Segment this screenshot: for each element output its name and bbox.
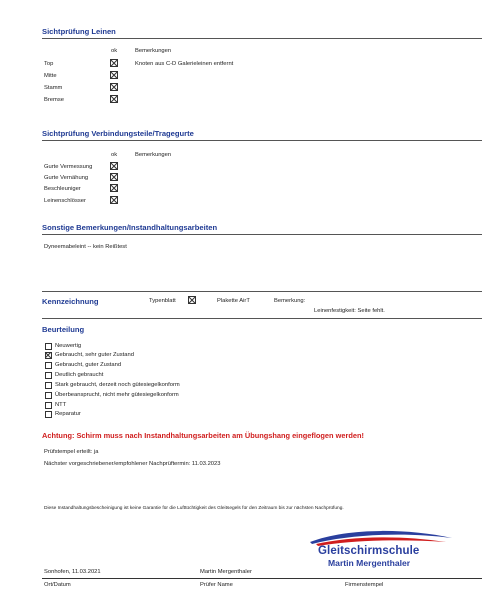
row-label-top: Top [44,61,54,67]
option-label-gebraucht-sehr-gut: Gebraucht, sehr guter Zustand [55,352,134,358]
logo-line2: Martin Mergenthaler [328,558,411,568]
checkbox-beschleuniger-ok[interactable] [110,184,118,192]
section-title-sonstige: Sonstige Bemerkungen/Instandhaltungsarbeiten [42,223,218,232]
checkbox-stamm-ok[interactable] [110,83,118,91]
section-divider [42,234,482,235]
checkbox-stark-gebraucht[interactable] [45,382,52,389]
section-divider [42,38,482,39]
row-label-leinenschloesser: Leinenschlösser [44,198,86,204]
ort-datum-value: Sonhofen, 11.03.2021 [44,569,101,575]
pruefer-name-value: Martin Mergenthaler [200,569,252,575]
checkbox-gebraucht-gut[interactable] [45,362,52,369]
checkbox-gurte-vermessung-ok[interactable] [110,162,118,170]
section-title-sichtpruefung-verbindung: Sichtprüfung Verbindungsteile/Tragegurte [42,129,194,138]
logo-line1: Gleitschirmschule [318,545,420,557]
warning-text: Achtung: Schirm muss nach Instandhaltungsarbeiten am Übungshang eingeflogen werden! [42,431,364,440]
checkbox-reparatur[interactable] [45,411,52,418]
bemerkung-label: Bemerkung: [274,298,306,304]
section-title-kennzeichnung: Kennzeichnung [42,297,99,306]
option-label-ntt: NTT [55,402,67,408]
checkbox-bremse-ok[interactable] [110,95,118,103]
column-header-bemerkungen: Bemerkungen [135,152,172,158]
row-label-bremse: Bremse [44,97,64,103]
checkbox-top-ok[interactable] [110,59,118,67]
option-label-neuwertig: Neuwertig [55,343,82,349]
checkbox-ntt[interactable] [45,402,52,409]
ort-datum-label: Ort/Datum [44,582,71,588]
pruefer-name-label: Prüfer Name [200,582,233,588]
column-header-bemerkungen: Bemerkungen [135,48,172,54]
row-label-gurte-vernaehung: Gurte Vernähung [44,175,89,181]
checkbox-mitte-ok[interactable] [110,71,118,79]
typenblatt-label: Typenblatt [149,298,176,304]
row-label-mitte: Mitte [44,73,57,79]
plakette-label: Plakette AirT [217,298,250,304]
firmenstempel-label: Firmenstempel [345,582,384,588]
section-divider [42,140,482,141]
section-title-beurteilung: Beurteilung [42,325,85,334]
checkbox-neuwertig[interactable] [45,343,52,350]
row-label-gurte-vermessung: Gurte Vermessung [44,164,93,170]
checkbox-gurte-vernaehung-ok[interactable] [110,173,118,181]
signature-line [42,578,482,579]
bemerkung-text: Leinenfestigkeit: Seite fehlt. [314,308,385,314]
row-label-beschleuniger: Beschleuniger [44,186,81,192]
checkbox-typenblatt[interactable] [188,296,196,304]
column-header-ok: ok [111,152,118,158]
section-title-sichtpruefung-leinen: Sichtprüfung Leinen [42,27,116,36]
row-label-stamm: Stamm [44,85,63,91]
option-label-stark-gebraucht: Stark gebraucht, derzeit noch gütesiegelkonform [55,382,180,388]
sonstige-remarks-text: Dyneemabeleint -- kein Reißtest [44,244,127,250]
pruefstempel-text: Prüfstempel erteilt: ja [44,449,99,455]
checkbox-deutlich-gebraucht[interactable] [45,372,52,379]
column-header-ok: ok [111,48,118,54]
section-divider [42,291,482,292]
remark-top: Knoten aus C-D Galerieleinen entfernt [135,61,234,67]
option-label-gebraucht-gut: Gebraucht, guter Zustand [55,362,122,368]
checkbox-gebraucht-sehr-gut[interactable] [45,352,52,359]
section-divider [42,318,482,319]
disclaimer-text: Diese Instandhaltungsbescheinigung ist keine Garantie für die Lufttüchtigkeit des Gleitsegels für den Zeitraum bis zur nächsten Nachprüfung. [44,506,344,511]
option-label-deutlich-gebraucht: Deutlich gebraucht [55,372,104,378]
option-label-reparatur: Reparatur [55,411,81,417]
checkbox-ueberbeansprucht[interactable] [45,392,52,399]
company-logo [306,530,456,574]
option-label-ueberbeansprucht: Überbeansprucht, nicht mehr gütesiegelkonform [55,392,179,398]
next-inspection-date: Nächster vorgeschriebener/empfohlener Nachprüftermin: 11.03.2023 [44,461,221,467]
checkbox-leinenschloesser-ok[interactable] [110,196,118,204]
